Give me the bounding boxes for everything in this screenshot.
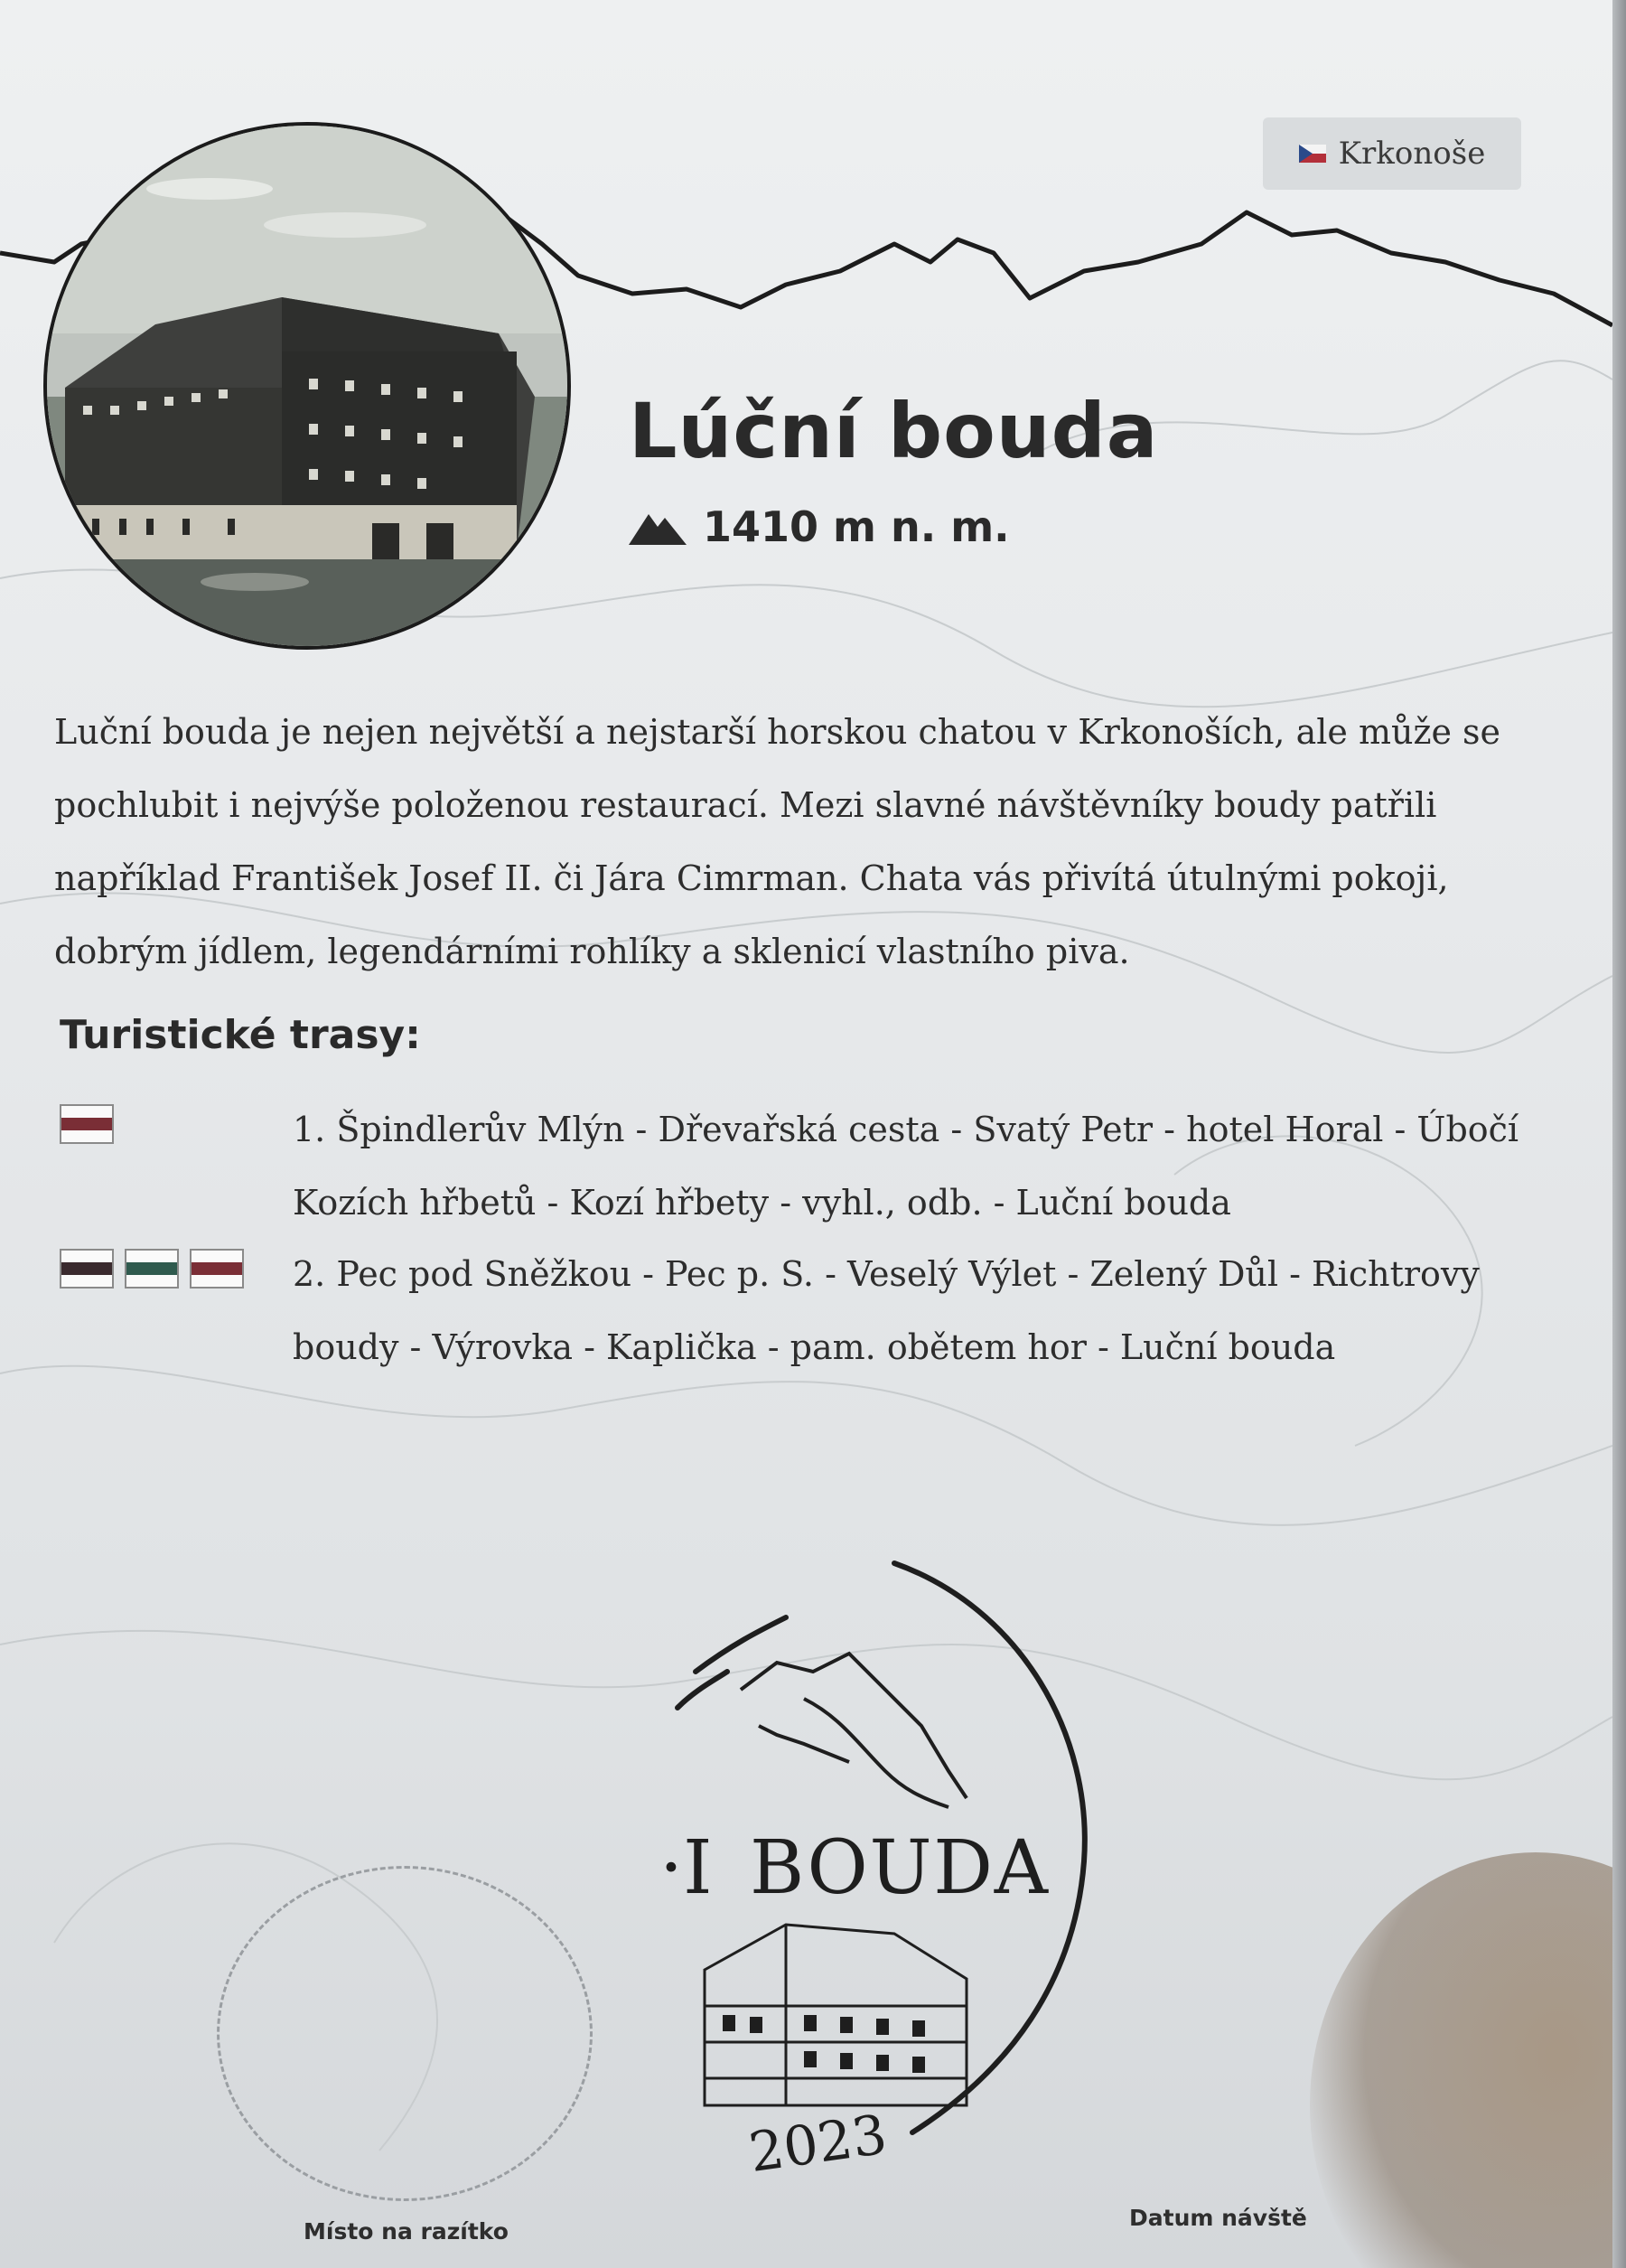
mountain-icon — [629, 509, 687, 545]
trail-marker-icon — [190, 1249, 244, 1289]
hut-description: Luční bouda je nejen největší a nejstarší horskou chatou v Krkonoších, ale může se pochlubit i nejvýše položenou restaurací. Mezi slavné návštěvníky boudy patřili například František Josef II. či Jára Cimrman. Chata vás přivítá útulnými pokoji, dobrým jídlem, legendárními rohlíky a sklenicí vlastního piva. — [54, 712, 1501, 971]
trail-marker-icon — [60, 1249, 114, 1289]
trail-markers — [60, 1249, 244, 1289]
altitude-info — [629, 502, 1010, 551]
trail-marker-stripe — [126, 1262, 177, 1275]
page-title: Lúční bouda — [629, 387, 1159, 475]
visit-date-label: Datum návště — [1129, 2205, 1307, 2231]
hut-building-illustration — [47, 126, 567, 646]
trail-marker-icon — [60, 1104, 114, 1144]
svg-text:·I: ·I — [659, 1825, 713, 1911]
trail-marker-stripe — [61, 1262, 112, 1275]
page-edge — [1612, 0, 1626, 2268]
route-description: 1. Špindlerův Mlýn - Dřevařská cesta - Svatý Petr - hotel Horal - Úbočí Kozích hřbetů - Kozí hřbety - vyhl., odb. - Luční bouda — [293, 1110, 1519, 1223]
hut-photo — [43, 122, 571, 650]
trail-marker-stripe — [192, 1262, 242, 1275]
route-description: 2. Pec pod Sněžkou - Pec p. S. - Veselý Výlet - Zelený Důl - Richtrovy boudy - Výrovka - Kaplička - pam. obětem hor - Luční bouda — [293, 1254, 1480, 1367]
routes-heading: Turistické trasy: — [60, 1012, 421, 1058]
stamp-place-label: Místo na razítko — [304, 2218, 509, 2245]
stamp-year: 2023 — [745, 2103, 891, 2186]
hut-ink-stamp — [623, 1554, 1111, 2187]
trail-marker-icon — [125, 1249, 179, 1289]
region-badge — [1263, 117, 1521, 190]
stamp-text: BOUDA — [750, 1825, 1048, 1911]
czech-flag-icon — [1299, 145, 1326, 163]
altitude-value: 1410 m n. m. — [703, 502, 1010, 551]
region-label: Krkonoše — [1338, 136, 1486, 172]
trail-markers — [60, 1104, 114, 1144]
stamp-placeholder — [217, 1866, 593, 2201]
trail-marker-stripe — [61, 1118, 112, 1130]
